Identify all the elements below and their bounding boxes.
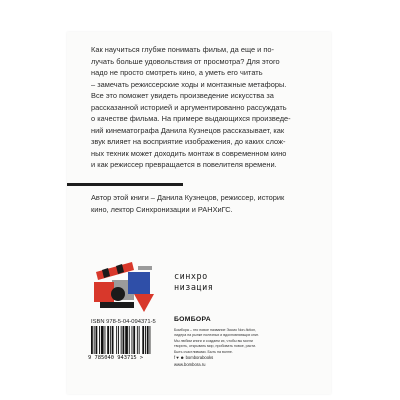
description-line: ний кинематографа Данила Кузнецов рассказывает, как — [91, 125, 285, 135]
author-bio — [91, 192, 321, 215]
barcode-bar — [116, 326, 117, 354]
divider-rule — [67, 183, 183, 186]
publisher-logo-text: БОМБОРА — [174, 316, 211, 323]
barcode-bar — [105, 326, 106, 354]
description-line: надо не просто смотреть кино, а уметь его читать — [91, 68, 263, 77]
barcode-bar — [107, 326, 109, 354]
publisher-website: www.bombora.ru — [174, 362, 206, 367]
barcode-bar — [133, 326, 135, 354]
barcode-bar — [94, 326, 95, 354]
barcode-bar — [123, 326, 125, 354]
description-line: Все это поможет увидеть произведение искусства за — [91, 91, 274, 100]
barcode-bar — [145, 326, 146, 354]
barcode-bar — [137, 326, 138, 354]
isbn-label: ISBN 978-5-04-094371-5 — [91, 319, 156, 325]
logo-black-circle — [111, 287, 125, 301]
description-line: – замечать режиссерские ходы и монтажные метафоры. — [91, 79, 287, 89]
description-line: о качестве фильма. На примере выдающихся произведе- — [91, 114, 291, 123]
author-line: Автор этой книги – Данила Кузнецов, режиссер, историк — [91, 193, 285, 202]
publisher-about-line: Мы любим книги и создаем их, чтобы вы могли — [174, 338, 253, 343]
barcode-bar — [132, 326, 133, 354]
barcode-bar — [112, 326, 114, 354]
barcode-bar — [125, 326, 128, 354]
publisher-socials — [174, 355, 213, 360]
barcode-bar — [129, 326, 130, 354]
series-title-line: низация — [174, 283, 214, 293]
logo-red-triangle — [134, 294, 154, 312]
barcode-bar — [96, 326, 98, 354]
description-line: лучать больше удовольствия от просмотра? Для этого — [91, 56, 280, 66]
barcode-bar — [110, 326, 111, 354]
barcode-bar — [118, 326, 119, 354]
publisher-about-line: Бомбора – это новое название Эксмо Non-fiction, — [174, 328, 257, 332]
barcode-bar — [91, 326, 93, 354]
series-title — [174, 272, 213, 294]
description-line: звук влияет на восприятие изображения, до каких слож- — [91, 137, 286, 146]
publisher-about-line: творить, открывать мир, пробовать новое, расти. — [174, 344, 257, 349]
author-line: кино, лектор Синхронизации и РАНХиГС. — [91, 204, 233, 214]
barcode-icon — [91, 326, 165, 354]
description-line: Как научиться глубже понимать фильм, да еще и по- — [91, 45, 275, 54]
book-description — [91, 44, 321, 171]
barcode-bar — [147, 326, 149, 354]
logo-black-bar — [100, 302, 134, 308]
barcode-bar — [142, 326, 144, 354]
publisher-about-line: лидера на рынке полезных и вдохновляющих книг. — [174, 333, 259, 338]
barcode-digits: 9 785040 943715 > — [88, 355, 144, 361]
logo-blue-block — [128, 272, 150, 294]
publisher-about-line: Быть счастливыми. Быть на волне. — [174, 349, 233, 354]
barcode-bar — [101, 326, 104, 354]
logo-grey-strip — [138, 266, 152, 270]
barcode-bar — [99, 326, 100, 354]
description-line: рассказанной историей и аргументированно рассуждать — [91, 102, 287, 112]
description-line: ных техник может доходить монтаж в современном кино — [91, 148, 287, 158]
publisher-about — [174, 328, 314, 355]
logo-red-block — [94, 282, 114, 302]
barcode-bar — [139, 326, 140, 354]
social-icons: f ♥ ☻ — [174, 355, 185, 360]
series-logo-icon — [88, 258, 164, 318]
description-line: и как режиссер превращается в повелителя времени. — [91, 160, 277, 169]
social-handle: bomborabooks — [185, 355, 214, 360]
barcode-bar — [150, 326, 151, 354]
series-title-line: синхро — [174, 272, 208, 282]
barcode-bar — [121, 326, 122, 354]
